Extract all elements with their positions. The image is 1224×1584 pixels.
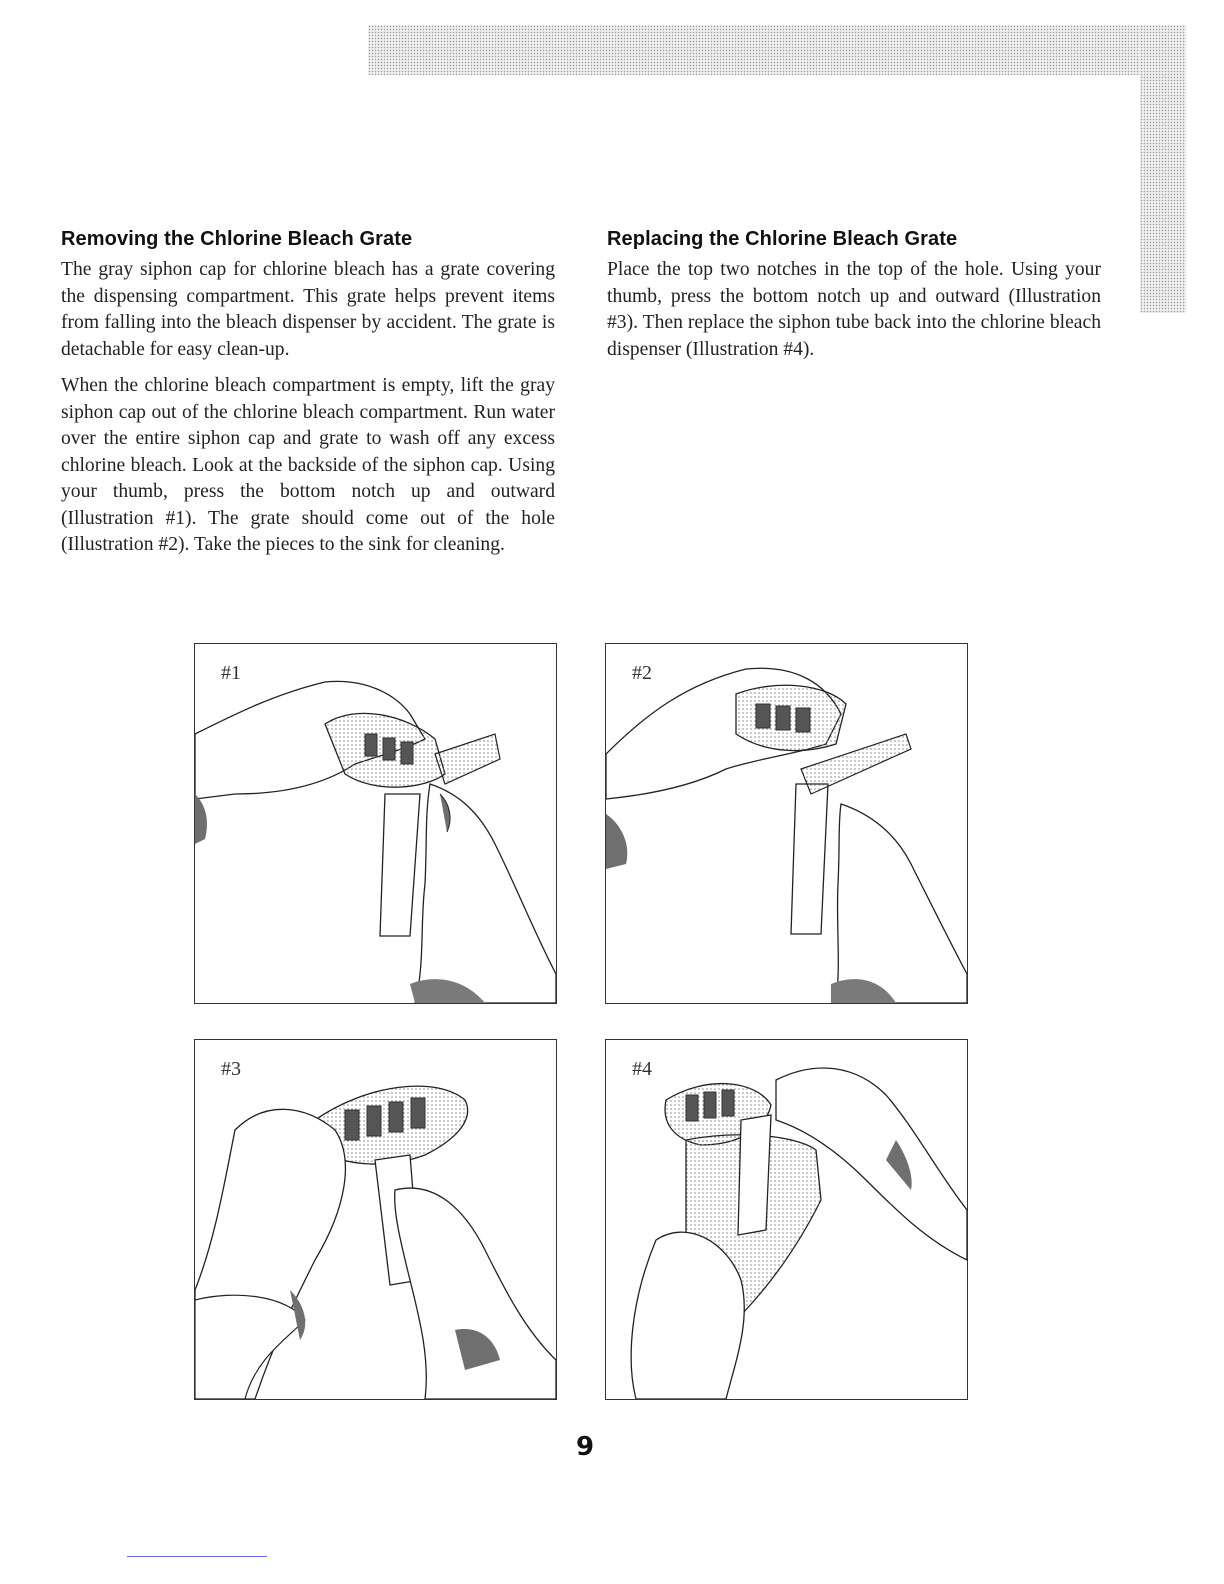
replacing-paragraph-1: Place the top two notches in the top of the hole. Using your thumb, press the bottom notch up and outward (Illustration #3). Then replace the siphon tube back into the chlorine bleach dispenser (Illustration #4).: [607, 259, 1101, 360]
replacing-heading: Replacing the Chlorine Bleach Grate: [607, 228, 958, 250]
replacing-section: [607, 228, 1101, 373]
illustration-4-drawing: [606, 1040, 967, 1399]
page-number: 9: [575, 1432, 595, 1462]
illustration-1: [194, 643, 557, 1004]
removing-paragraph-2: When the chlorine bleach compartment is empty, lift the gray siphon cap out of the chlorine bleach compartment. Run water over the entire siphon cap and grate to wash off any excess chlorine bleach. Look at the backside of the siphon cap. Using your thumb, press the bottom notch up and outward (Illustration #1). The grate should come out of the hole (Illustration #2). Take the pieces to the sink for cleaning.: [61, 375, 555, 555]
illustration-3-drawing: [195, 1040, 556, 1399]
illustration-4: [605, 1039, 968, 1400]
illustration-1-label: #1: [221, 662, 241, 684]
illustration-1-drawing: [195, 644, 556, 1003]
illustration-2-drawing: [606, 644, 967, 1003]
decorative-band-top: [368, 25, 1186, 75]
footer-rule: [127, 1556, 267, 1557]
illustration-2: [605, 643, 968, 1004]
removing-heading: Removing the Chlorine Bleach Grate: [61, 228, 413, 250]
removing-section: [61, 228, 555, 569]
removing-paragraph-1: The gray siphon cap for chlorine bleach has a grate covering the dispensing compartment. This grate helps prevent items from falling into the bleach dispenser by accident. The grate is detachable for easy clean-up.: [61, 259, 555, 360]
decorative-band-side: [1140, 25, 1186, 313]
illustration-3-label: #3: [221, 1058, 241, 1080]
illustration-2-label: #2: [632, 662, 652, 684]
illustration-3: [194, 1039, 557, 1400]
illustration-4-label: #4: [632, 1058, 652, 1080]
